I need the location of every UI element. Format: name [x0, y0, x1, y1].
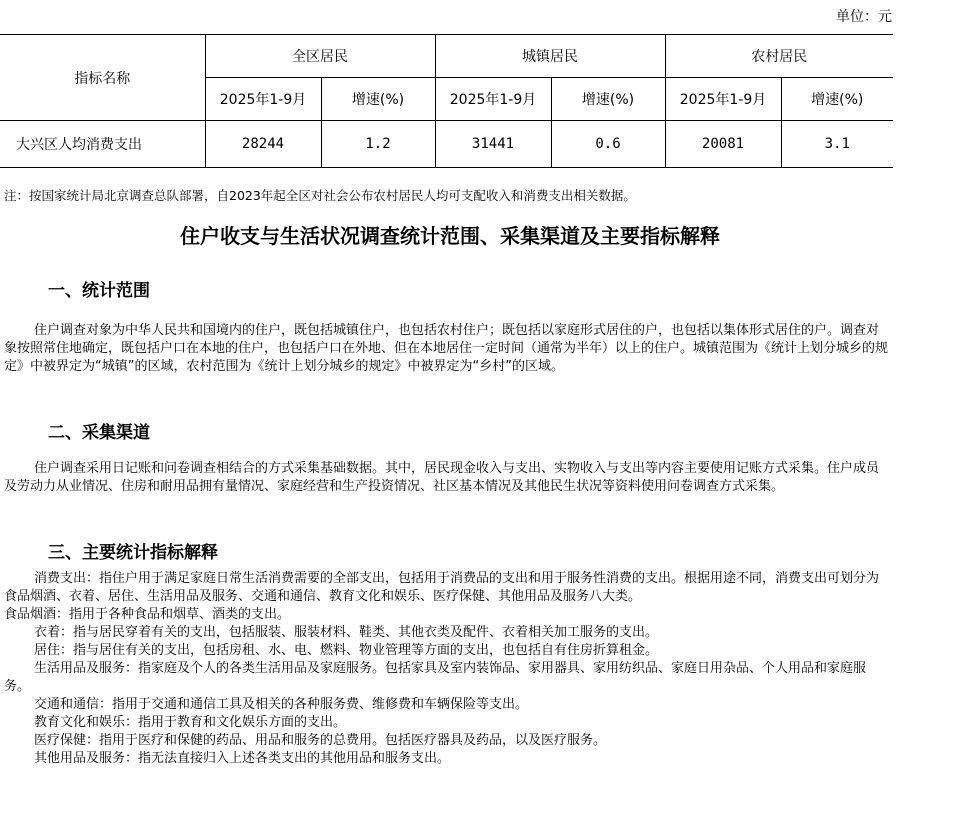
footnote: 注：按国家统计局北京调查总队部署，自2023年起全区对社会公布农村居民人均可支配收入和消费支出相关数据。	[4, 188, 636, 203]
food-definition: 食品烟酒：指用于各种食品和烟草、酒类的支出。	[4, 607, 291, 622]
household-definition: 生活用品及服务：指家庭及个人的各类生活用品及家庭服务。包括家具及室内装饰品、家用器具、家用纺织品、家庭日用杂品、个人用品和家庭服务。	[4, 661, 867, 694]
document-title: 住户收支与生活状况调查统计范围、采集渠道及主要指标解释	[180, 224, 720, 248]
header-urban-residents: 城镇居民	[435, 35, 665, 78]
other-definition: 其他用品及服务：指无法直接归入上述各类支出的其他用品和服务支出。	[34, 751, 451, 766]
value-all-growth: 1.2	[321, 121, 435, 168]
consumption-definition: 消费支出：指住户用于满足家庭日常生活消费需要的全部支出，包括用于消费品的支出和用于服务性消费的支出。根据用途不同，消费支出可划分为食品烟酒、衣着、居住、生活用品及服务、交通和通信、教育文化和娱乐、医疗保健、其他用品及服务八大类。	[4, 571, 880, 604]
unit-label: 单位：元	[836, 9, 892, 25]
scope-paragraph	[4, 322, 888, 376]
value-rural-growth: 3.1	[781, 121, 893, 168]
subheader-period: 2025年1-9月	[205, 78, 321, 121]
value-urban-amount: 31441	[435, 121, 551, 168]
header-all-residents: 全区居民	[205, 35, 435, 78]
medical-definition: 医疗保健：指用于医疗和保健的药品、用品和服务的总费用。包括医疗器具及药品，以及医疗服务。	[34, 733, 607, 748]
scope-text: 住户调查对象为中华人民共和国境内的住户，既包括城镇住户，也包括农村住户；既包括以家庭形式居住的户，也包括以集体形式居住的户。调查对象按照常住地确定，既包括户口在本地的住户，也包括户口在外地、但在本地居住一定时间（通常为半年）以上的住户。城镇范围为《统计上划分城乡的规定》中被界定为“城镇”的区域，农村范围为《统计上划分城乡的规定》中被界定为“乡村”的区域。	[4, 323, 889, 374]
header-indicator-name: 指标名称	[0, 35, 205, 121]
subheader-growth: 增速(%)	[551, 78, 665, 121]
value-urban-growth: 0.6	[551, 121, 665, 168]
housing-definition: 居住：指与居住有关的支出，包括房租、水、电、燃料、物业管理等方面的支出，也包括自有住房折算租金。	[34, 643, 659, 658]
section-heading-indicators: 三、主要统计指标解释	[48, 543, 218, 563]
channel-paragraph	[4, 460, 888, 496]
value-rural-amount: 20081	[665, 121, 781, 168]
subheader-period: 2025年1-9月	[665, 78, 781, 121]
section-heading-scope: 一、统计范围	[48, 281, 150, 301]
subheader-growth: 增速(%)	[781, 78, 893, 121]
indicators-paragraph	[4, 570, 888, 768]
subheader-period: 2025年1-9月	[435, 78, 551, 121]
section-heading-channel: 二、采集渠道	[48, 423, 150, 443]
subheader-growth: 增速(%)	[321, 78, 435, 121]
stats-table	[0, 34, 893, 168]
header-rural-residents: 农村居民	[665, 35, 893, 78]
value-all-amount: 28244	[205, 121, 321, 168]
education-definition: 教育文化和娱乐：指用于教育和文化娱乐方面的支出。	[34, 715, 347, 730]
channel-text: 住户调查采用日记账和问卷调查相结合的方式采集基础数据。其中，居民现金收入与支出、实物收入与支出等内容主要使用记账方式采集。住户成员及劳动力从业情况、住房和耐用品拥有量情况、家庭经营和生产投资情况、社区基本情况及其他民生状况等资料使用问卷调查方式采集。	[4, 461, 880, 494]
row-label: 大兴区人均消费支出	[0, 121, 205, 168]
clothing-definition: 衣着：指与居民穿着有关的支出，包括服装、服装材料、鞋类、其他衣类及配件、衣着相关加工服务的支出。	[34, 625, 659, 640]
transport-definition: 交通和通信：指用于交通和通信工具及相关的各种服务费、维修费和车辆保险等支出。	[34, 697, 529, 712]
